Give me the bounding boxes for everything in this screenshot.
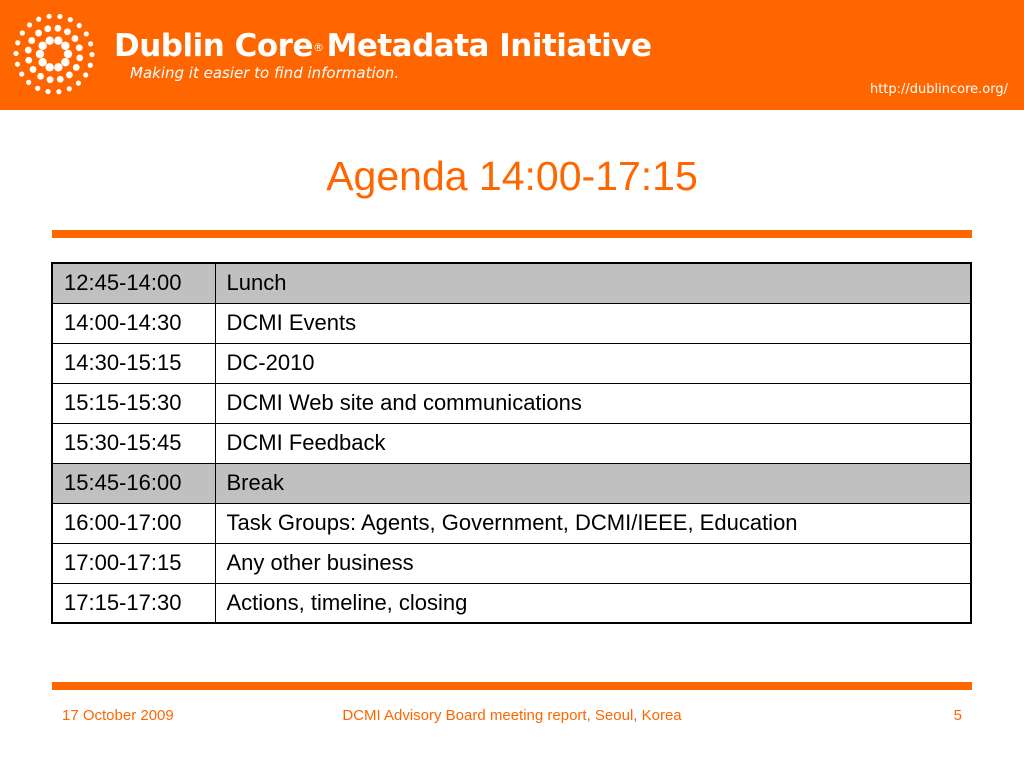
table-row <box>52 383 971 423</box>
agenda-item-cell: DC-2010 <box>215 343 971 383</box>
agenda-item-cell: Break <box>215 463 971 503</box>
table-row <box>52 303 971 343</box>
footer-page-number: 5 <box>953 707 962 724</box>
registered-mark: ® <box>312 41 324 54</box>
top-divider <box>52 230 972 238</box>
site-url: http://dublincore.org/ <box>869 82 1008 97</box>
agenda-time-cell: 14:00-14:30 <box>52 303 215 343</box>
sunburst-dots-logo-icon <box>8 8 100 100</box>
agenda-table <box>51 262 972 624</box>
agenda-item-cell: Task Groups: Agents, Government, DCMI/IEEE, Education <box>215 503 971 543</box>
agenda-item-cell: DCMI Web site and communications <box>215 383 971 423</box>
agenda-time-cell: 14:30-15:15 <box>52 343 215 383</box>
footer-report-title: DCMI Advisory Board meeting report, Seoul, Korea <box>342 707 682 724</box>
agenda-time-cell: 15:45-16:00 <box>52 463 215 503</box>
agenda-item-cell: Any other business <box>215 543 971 583</box>
agenda-time-cell: 17:15-17:30 <box>52 583 215 623</box>
footer-date: 17 October 2009 <box>62 707 174 724</box>
agenda-time-cell: 16:00-17:00 <box>52 503 215 543</box>
agenda-time-cell: 15:15-15:30 <box>52 383 215 423</box>
tagline: Making it easier to find information. <box>130 64 400 82</box>
agenda-item-cell: Actions, timeline, closing <box>215 583 971 623</box>
brand-suffix: Metadata Initiative <box>326 28 652 64</box>
table-row <box>52 583 971 623</box>
agenda-time-cell: 12:45-14:00 <box>52 263 215 303</box>
table-row <box>52 463 971 503</box>
table-row <box>52 503 971 543</box>
table-row <box>52 423 971 463</box>
brand-name-text: Dublin Core <box>114 28 313 64</box>
table-row <box>52 543 971 583</box>
table-row <box>52 263 971 303</box>
agenda-table-body <box>52 263 971 623</box>
agenda-item-cell: DCMI Feedback <box>215 423 971 463</box>
page-title: Agenda 14:00-17:15 <box>326 153 698 199</box>
brand-name <box>114 28 652 64</box>
agenda-item-cell: DCMI Events <box>215 303 971 343</box>
agenda-item-cell: Lunch <box>215 263 971 303</box>
table-row <box>52 343 971 383</box>
bottom-divider <box>52 682 972 690</box>
header-banner <box>0 0 1024 110</box>
agenda-time-cell: 15:30-15:45 <box>52 423 215 463</box>
agenda-time-cell: 17:00-17:15 <box>52 543 215 583</box>
